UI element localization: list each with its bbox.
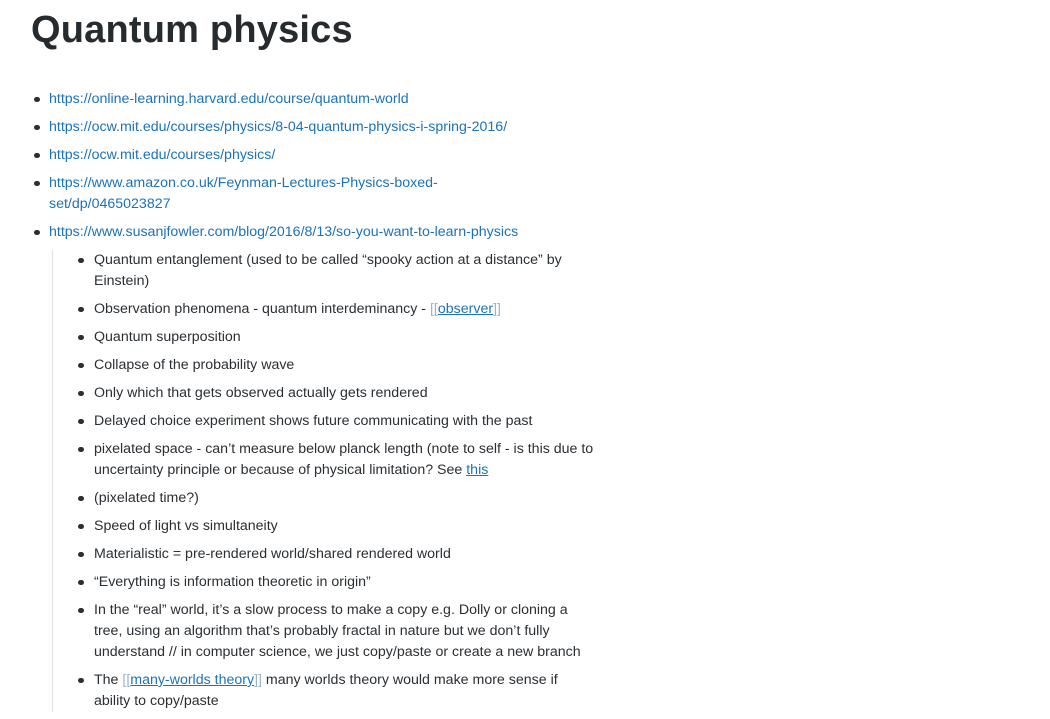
mit-quantum-course-link[interactable]: https://ocw.mit.edu/courses/physics/8-04-quantum-physics-i-spring-2016/ (49, 119, 508, 135)
list-item[interactable] (76, 355, 596, 376)
bullet-icon[interactable] (34, 153, 40, 159)
list-item[interactable] (76, 327, 596, 348)
page-title: Quantum physics (31, 9, 353, 51)
bullet-icon[interactable] (78, 552, 84, 558)
nested-notes-list (52, 250, 596, 712)
list-item[interactable] (76, 670, 596, 712)
note-text: many worlds theory would make more sense if ability to copy/paste (94, 672, 558, 709)
bullet-icon[interactable] (78, 496, 84, 502)
link-list (31, 89, 631, 719)
page-ref-bracket-open: [[ (122, 672, 131, 688)
note-text: Only which that gets observed actually gets rendered (94, 385, 428, 401)
note-text: Materialistic = pre-rendered world/shared rendered world (94, 546, 451, 562)
note-page (31, 0, 631, 709)
note-text: Observation phenomena - quantum interdeminancy - (94, 301, 430, 317)
observer-page-ref-link[interactable]: observer (437, 301, 494, 317)
list-item (31, 222, 631, 712)
list-item (31, 145, 631, 166)
note-text: pixelated space - can’t measure below planck length (note to self - is this due to uncertainty principle or because of physical limitation? See (94, 441, 594, 478)
list-item[interactable] (76, 439, 596, 481)
list-item[interactable] (76, 516, 596, 537)
bullet-icon[interactable] (78, 608, 84, 614)
note-text: Quantum entanglement (used to be called “spooky action at a distance” by Einstein) (94, 252, 562, 289)
list-item[interactable] (76, 488, 596, 509)
page-ref-bracket-open: [[ (429, 301, 438, 317)
bullet-icon[interactable] (34, 230, 40, 236)
note-text: Quantum superposition (94, 329, 241, 345)
note-text: (pixelated time?) (94, 490, 199, 506)
list-item[interactable] (76, 544, 596, 565)
mit-physics-link[interactable]: https://ocw.mit.edu/courses/physics/ (49, 147, 276, 163)
list-item[interactable] (76, 411, 596, 432)
note-text: Delayed choice experiment shows future communicating with the past (94, 413, 533, 429)
bullet-icon[interactable] (78, 419, 84, 425)
bullet-icon[interactable] (78, 363, 84, 369)
list-item[interactable] (76, 600, 596, 663)
note-text: The (94, 672, 123, 688)
list-item[interactable] (76, 572, 596, 593)
bullet-icon[interactable] (34, 181, 40, 187)
susanjfowler-blog-link[interactable]: https://www.susanjfowler.com/blog/2016/8/13/so-you-want-to-learn-physics (49, 224, 519, 240)
list-item (31, 89, 631, 110)
bullet-icon[interactable] (78, 335, 84, 341)
harvard-course-link[interactable]: https://online-learning.harvard.edu/course/quantum-world (49, 91, 409, 107)
bullet-icon[interactable] (78, 307, 84, 313)
page-ref-bracket-close: ]] (493, 301, 501, 317)
bullet-icon[interactable] (78, 447, 84, 453)
bullet-icon[interactable] (78, 580, 84, 586)
bullet-icon[interactable] (78, 258, 84, 264)
page-ref-bracket-close: ]] (254, 672, 262, 688)
note-text: “Everything is information theoretic in origin” (94, 574, 371, 590)
list-item (31, 173, 489, 215)
many-worlds-page-ref-link[interactable]: many-worlds theory (130, 672, 255, 688)
bullet-icon[interactable] (78, 678, 84, 684)
bullet-icon[interactable] (78, 524, 84, 530)
bullet-icon[interactable] (78, 391, 84, 397)
bullet-icon[interactable] (34, 97, 40, 103)
list-item[interactable] (76, 299, 596, 320)
bullet-icon[interactable] (34, 125, 40, 131)
note-text: In the “real” world, it’s a slow process to make a copy e.g. Dolly or cloning a tree, using an algorithm that’s probably fractal in nature but we don’t fully understand // in computer science, we just copy/paste or create a new branch (94, 602, 581, 660)
list-item (31, 117, 631, 138)
this-link[interactable]: this (466, 462, 489, 478)
list-item[interactable] (76, 383, 596, 404)
note-text: Speed of light vs simultaneity (94, 518, 278, 534)
feynman-lectures-link[interactable]: https://www.amazon.co.uk/Feynman-Lectures-Physics-boxed-set/dp/0465023827 (49, 175, 438, 212)
note-text: Collapse of the probability wave (94, 357, 295, 373)
list-item[interactable] (76, 250, 596, 292)
